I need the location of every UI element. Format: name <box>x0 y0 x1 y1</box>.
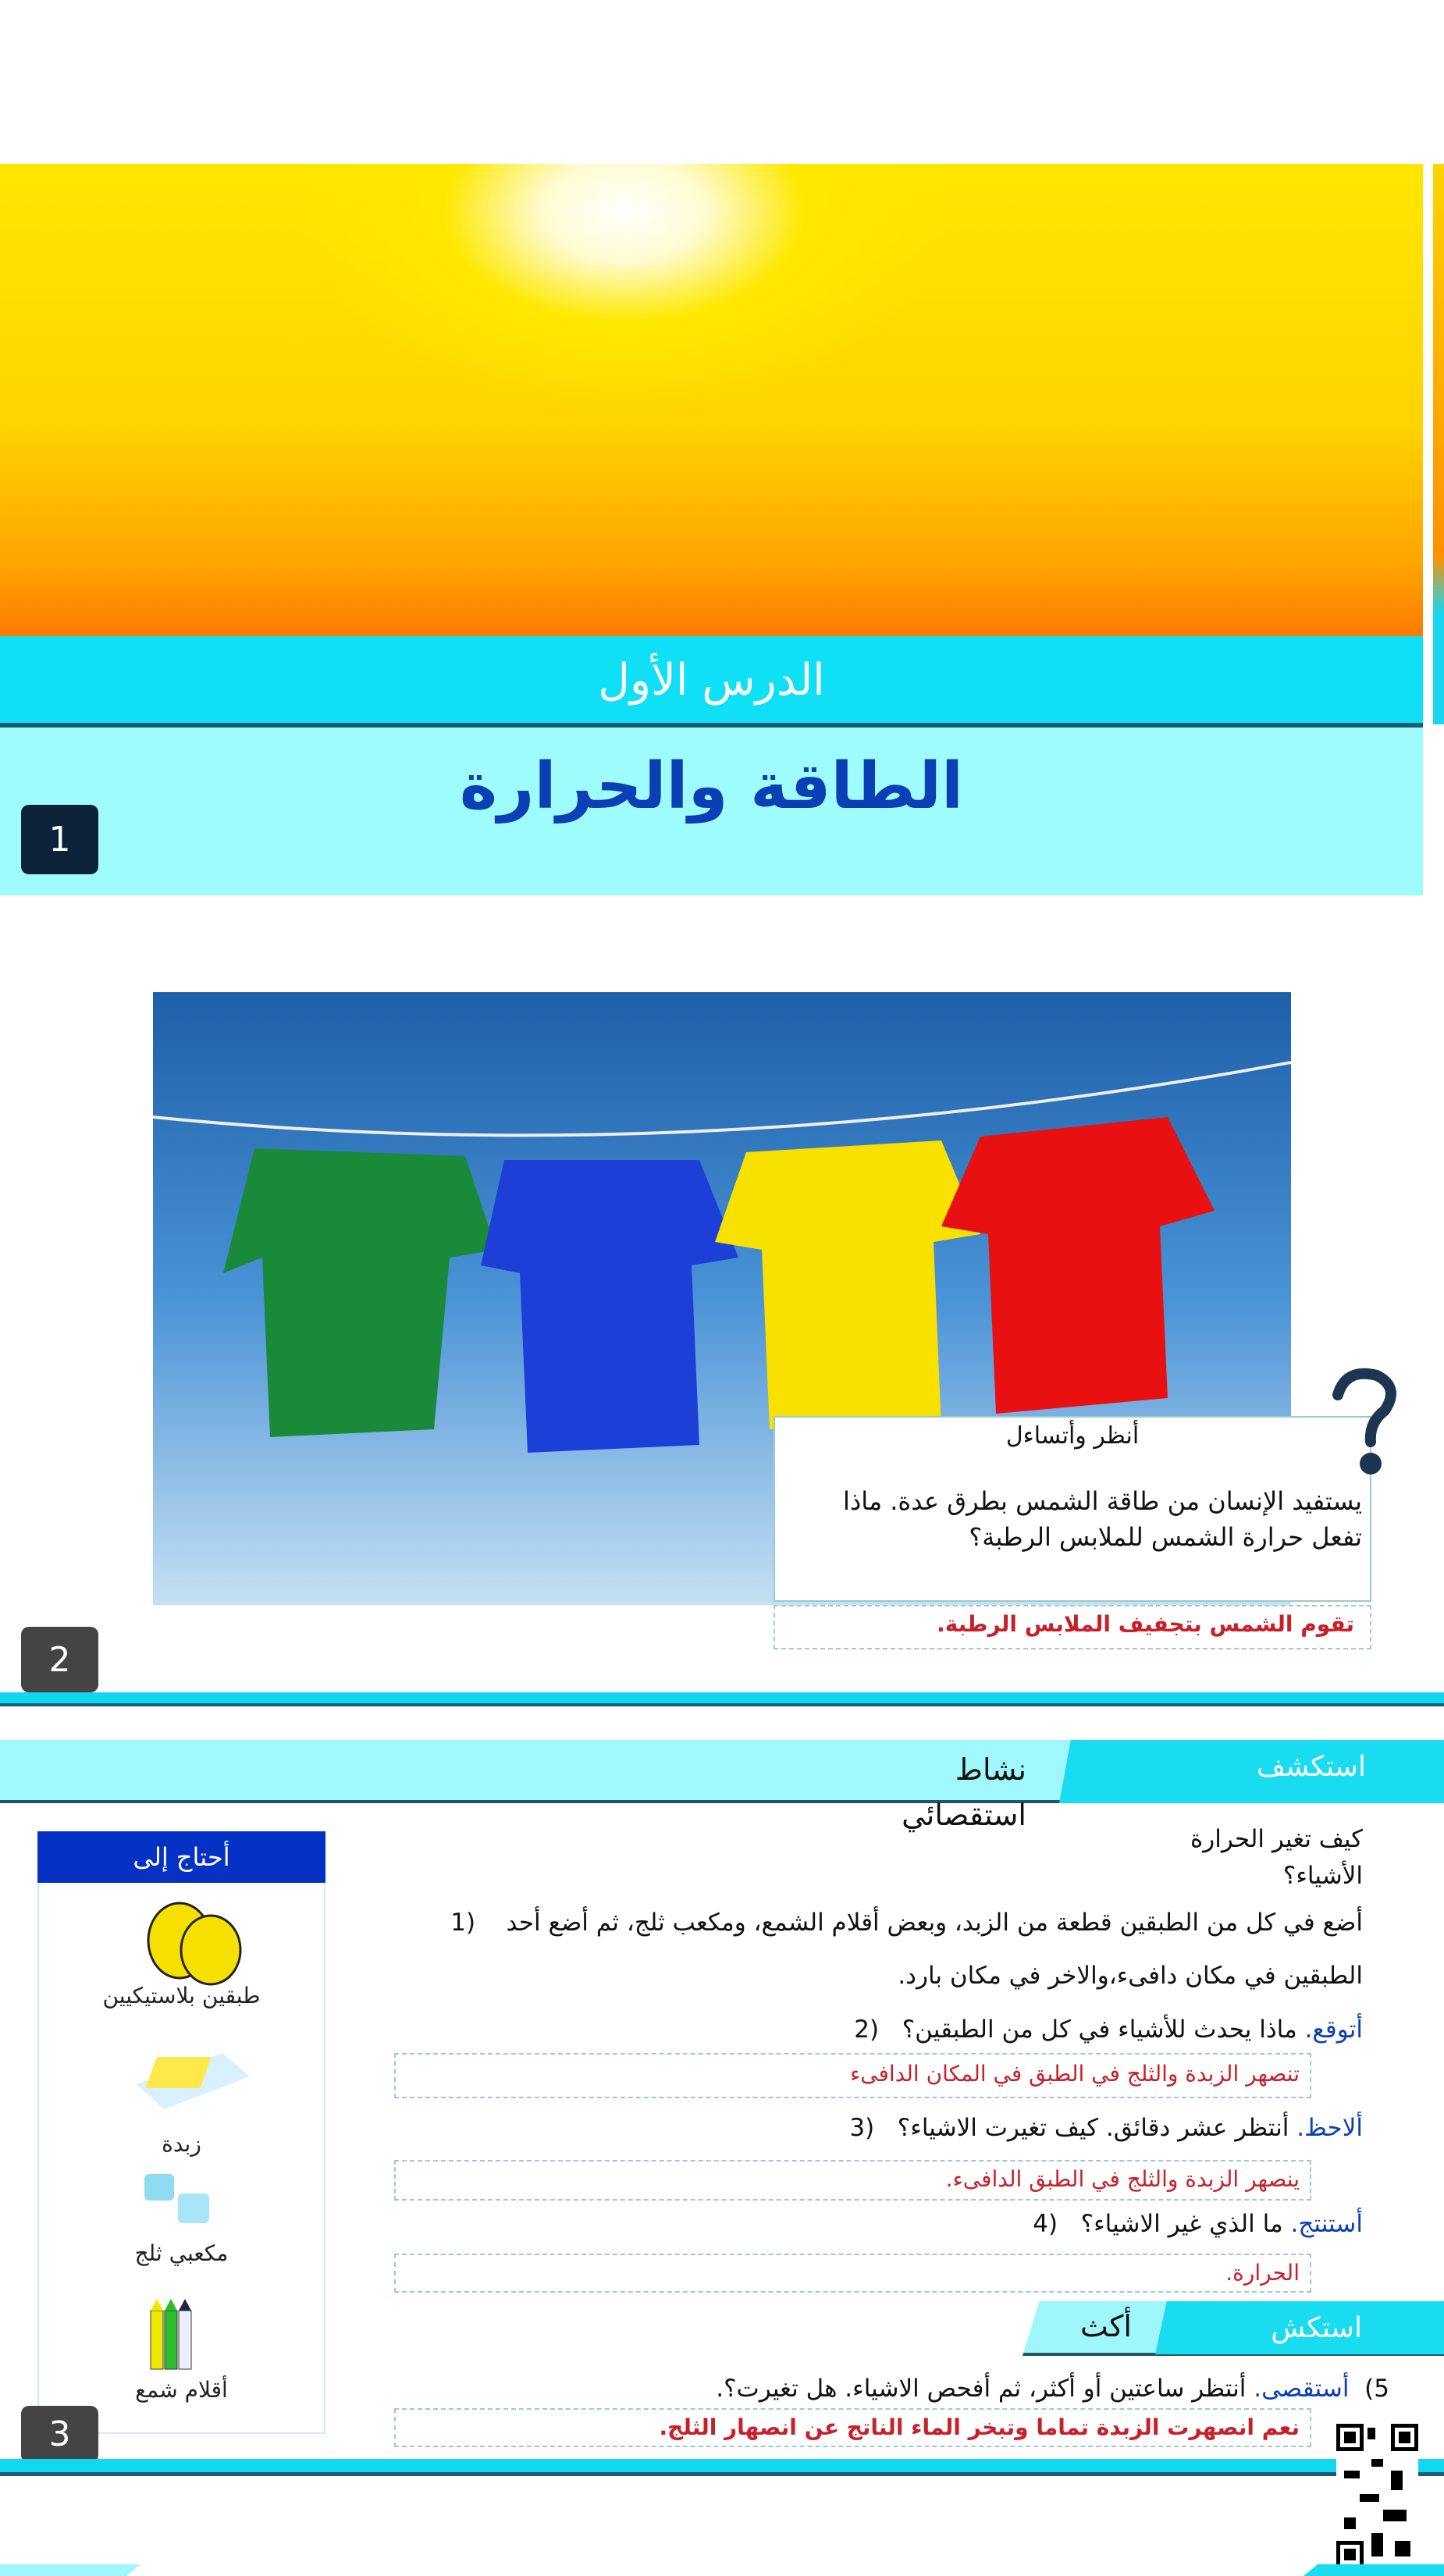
page-badge-3[interactable]: 3 <box>21 2406 98 2463</box>
page-badge-2[interactable]: 2 <box>21 1627 98 1692</box>
explore-more-tab[interactable]: استكش <box>1271 2312 1362 2344</box>
material-butter: زبدة <box>162 2131 201 2157</box>
step-text: ما الذي غير الاشياء؟ <box>1080 2210 1283 2238</box>
step-keyword: أستنتج. <box>1290 2210 1363 2238</box>
activity-line2: استقصائي <box>902 1798 1026 1832</box>
page-edge-strip <box>1433 164 1444 724</box>
explore-more-tab2: أكث <box>1080 2309 1132 2343</box>
explore-question-line1: كيف تغير الحرارة <box>1190 1825 1363 1853</box>
answer-text: ينصهر الزبدة والثلج في الطبق الدافىء. <box>945 2166 1300 2192</box>
step-text: أضع في كل من الطبقين قطعة من الزبد، وبعض أقلام الشمع، ومكعب ثلج، ثم أضع أحد <box>506 1909 1363 1937</box>
step-number: (2 <box>854 2016 880 2044</box>
step-keyword: أستقصى. <box>1254 2375 1350 2403</box>
step-number: (4 <box>1033 2210 1058 2238</box>
material-crayons: أقلام شمع <box>135 2377 228 2403</box>
step-1-line2: الطبقين في مكان دافىء،والاخر في مكان بارد. <box>898 1962 1363 1990</box>
page-badge-1[interactable]: 1 <box>21 805 98 874</box>
lesson-number: الدرس الأول <box>598 655 825 706</box>
step-4 <box>1033 2210 1363 2238</box>
step-number: (1 <box>450 1909 476 1937</box>
step-number: 5) <box>1364 2375 1389 2403</box>
section-rule <box>0 2459 1444 2476</box>
materials-title: أحتاج إلى <box>37 1831 325 1883</box>
explore-question-line2: الأشياء؟ <box>1282 1862 1363 1890</box>
sun-banner-image <box>0 164 1423 636</box>
step-text: أنتظر عشر دقائق. كيف تغيرت الاشياء؟ <box>897 2114 1289 2142</box>
crayons-icon <box>144 2299 207 2371</box>
step-keyword: ألاحظ. <box>1296 2114 1363 2142</box>
section-rule <box>0 1692 1444 1706</box>
answer-text: الحرارة. <box>1225 2260 1300 2286</box>
step-5 <box>716 2375 1389 2403</box>
explore-tab[interactable]: استكشف <box>1256 1751 1366 1783</box>
step-number: (3 <box>849 2114 875 2142</box>
step-2 <box>854 2016 1363 2044</box>
next-page-bar-right <box>1304 2564 1444 2576</box>
step-1 <box>450 1909 1363 1937</box>
activity-label <box>859 1747 1026 1838</box>
step-text: ماذا يحدث للأشياء في كل من الطبقين؟ <box>902 2016 1297 2044</box>
plates-icon <box>140 1902 250 1987</box>
answer-text: تنصهر الزبدة والثلج في الطبق في المكان الدافىء <box>850 2061 1300 2087</box>
answer-text: نعم انصهرت الزبدة تماما وتبخر الماء الناتج عن انصهار الثلج. <box>659 2414 1300 2440</box>
activity-line1: نشاط <box>955 1752 1026 1787</box>
butter-icon <box>129 2037 254 2112</box>
step-text: أنتظر ساعتين أو أكثر، ثم أفحص الاشياء. هل تغيرت؟. <box>716 2375 1247 2403</box>
ice-cubes-icon <box>140 2170 219 2229</box>
step-keyword: أتوقع. <box>1304 2016 1363 2044</box>
lesson-title: الطاقة والحرارة <box>459 749 964 824</box>
answer-text: تقوم الشمس بتجفيف الملابس الرطبة. <box>937 1611 1354 1637</box>
look-and-wonder-question: يستفيد الإنسان من طاقة الشمس بطرق عدة. ماذا تفعل حرارة الشمس للملابس الرطبة؟ <box>843 1486 1362 1552</box>
step-3 <box>849 2114 1363 2142</box>
material-plates: طبقين بلاستيكيين <box>102 1983 261 2008</box>
next-page-bar-left <box>0 2564 140 2576</box>
look-and-wonder-title: أنظر وأتساءل <box>1005 1422 1140 1450</box>
material-ice: مكعبي ثلج <box>134 2240 229 2266</box>
qr-code-icon[interactable] <box>1336 2424 1418 2568</box>
question-mark-icon <box>1314 1364 1405 1481</box>
